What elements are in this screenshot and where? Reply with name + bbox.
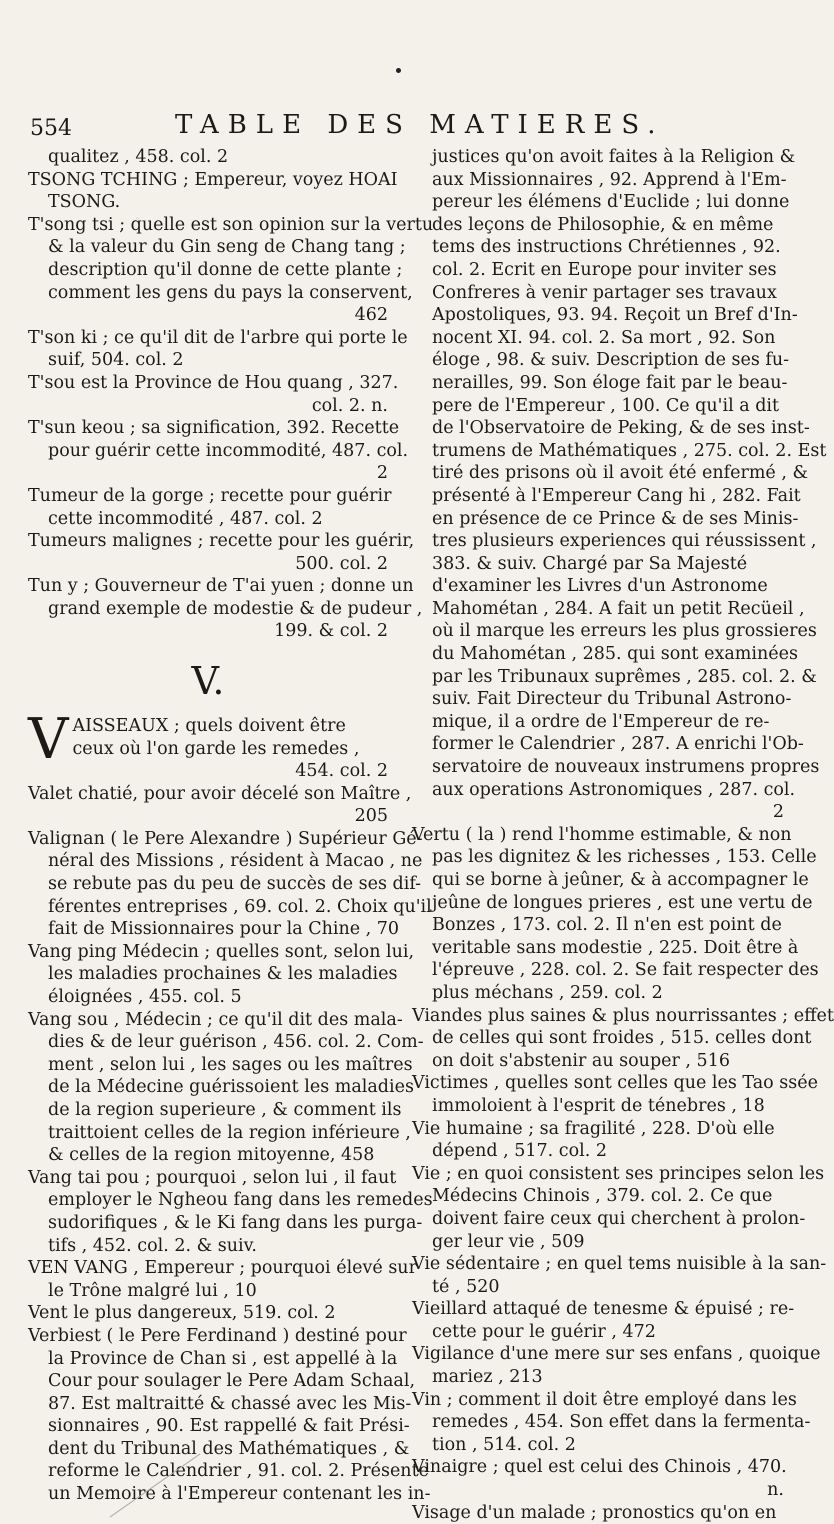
section-letter: V. xyxy=(191,659,225,704)
index-line: un Memoire à l'Empereur contenant les in- xyxy=(48,1484,431,1505)
index-line: la Province de Chan si , est appellé à la xyxy=(48,1348,398,1369)
index-line: de l'Observatoire de Peking, & de ses inst- xyxy=(432,418,810,439)
running-title: TABLE DES MATIERES. xyxy=(175,110,665,140)
index-line: Vie humaine ; sa fragilité , 228. D'où elle xyxy=(412,1118,775,1139)
index-line: cette pour le guérir , 472 xyxy=(432,1321,656,1342)
index-line: veritable sans modestie , 225. Doit être à xyxy=(432,937,799,958)
index-line: T'sun keou ; sa signification, 392. Recette xyxy=(28,418,400,439)
index-line: nerailles, 99. Son éloge fait par le beau- xyxy=(432,372,788,393)
index-line: Visage d'un malade ; pronostics qu'on en xyxy=(412,1502,777,1523)
index-line: Tun y ; Gouverneur de T'ai yuen ; donne un xyxy=(28,576,414,597)
index-line: té , 520 xyxy=(432,1276,500,1297)
index-line: Valignan ( le Pere Alexandre ) Supérieur Gé- xyxy=(28,828,423,849)
index-line: 2 xyxy=(376,463,388,484)
index-line: T'son ki ; ce qu'il dit de l'arbre qui porte le xyxy=(28,327,408,348)
index-line: le Trône malgré lui , 10 xyxy=(48,1280,257,1301)
index-line: n. xyxy=(767,1480,784,1501)
index-line: Vang sou , Médecin ; ce qu'il dit des mala- xyxy=(28,1009,403,1030)
index-line: fait de Missionnaires pour la Chine , 70 xyxy=(48,919,400,940)
index-line: sionnaires , 90. Est rappellé & fait Prési- xyxy=(48,1416,410,1437)
index-line: Vin ; comment il doit être employé dans les xyxy=(412,1389,797,1410)
index-line: ceux où l'on garde les remedes , xyxy=(72,738,360,759)
page-header xyxy=(30,110,790,146)
index-line: T'song tsi ; quelle est son opinion sur la vertu xyxy=(28,214,434,235)
index-line: trumens de Mathématiques , 275. col. 2. Est xyxy=(432,440,827,461)
index-line: éloge , 98. & suiv. Description de ses fu- xyxy=(432,350,790,371)
index-line: cette incommodité , 487. col. 2 xyxy=(48,508,323,529)
index-line: Vertu ( la ) rend l'homme estimable, & non xyxy=(412,824,792,845)
index-line: Vent le plus dangereux, 519. col. 2 xyxy=(28,1303,336,1324)
index-line: Vieillard attaqué de tenesme & épuisé ; re- xyxy=(412,1299,795,1320)
index-line: des leçons de Philosophie, & en même xyxy=(432,214,774,235)
index-line: suiv. Fait Directeur du Tribunal Astrono- xyxy=(432,689,792,710)
index-line: Vang ping Médecin ; quelles sont, selon lui, xyxy=(28,941,415,962)
index-line: comment les gens du pays la conservent, xyxy=(48,282,413,303)
right-column xyxy=(412,146,834,1524)
index-line: col. 2. n. xyxy=(311,395,388,416)
index-line: on doit s'abstenir au souper , 516 xyxy=(432,1050,730,1071)
page-dot xyxy=(396,68,401,73)
index-line: Verbiest ( le Pere Ferdinand ) destiné pour xyxy=(28,1325,407,1346)
index-line: 199. & col. 2 xyxy=(274,621,388,642)
index-line: Vang tai pou ; pourquoi , selon lui , il faut xyxy=(28,1167,397,1188)
index-line: doivent faire ceux qui cherchent à prolon- xyxy=(432,1208,806,1229)
index-line: ger leur vie , 509 xyxy=(432,1231,585,1252)
index-line: qualitez , 458. col. 2 xyxy=(48,147,229,167)
index-line: mique, il a ordre de l'Empereur de re- xyxy=(432,711,770,732)
index-line: 2 xyxy=(772,802,784,823)
index-line: pereur les élémens d'Euclide ; lui donne xyxy=(432,192,790,213)
index-line: Vigilance d'une mere sur ses enfans , quoique xyxy=(412,1344,821,1365)
index-line: Victimes , quelles sont celles que les Tao ssée xyxy=(412,1073,818,1094)
index-line: grand exemple de modestie & de pudeur , xyxy=(48,598,423,619)
index-line: 87. Est maltraitté & chassé avec les Mis- xyxy=(48,1393,412,1414)
index-line: servatoire de nouveaux instrumens propres xyxy=(432,757,820,778)
index-line: de la region superieure , & comment ils xyxy=(48,1099,402,1120)
index-line: former le Calendrier , 287. A enrichi l'Ob- xyxy=(432,734,804,755)
index-line: & la valeur du Gin seng de Chang tang ; xyxy=(48,237,406,258)
index-line: employer le Ngheou fang dans les remedes xyxy=(48,1190,433,1211)
index-line: tifs , 452. col. 2. & suiv. xyxy=(48,1235,257,1256)
index-line: TSONG TCHING ; Empereur, voyez HOAI xyxy=(28,169,398,190)
index-line: de la Médecine guérissoient les maladies xyxy=(48,1077,414,1098)
index-line: dépend , 517. col. 2 xyxy=(432,1141,607,1162)
index-line: suif, 504. col. 2 xyxy=(48,350,184,371)
index-line: VEN VANG , Empereur ; pourquoi élevé sur xyxy=(28,1258,417,1279)
index-line: les maladies prochaines & les maladies xyxy=(48,964,398,985)
left-column xyxy=(28,146,434,1506)
index-line: Vinaigre ; quel est celui des Chinois , 470. xyxy=(412,1457,787,1478)
index-line: 500. col. 2 xyxy=(295,553,388,574)
index-line: qui se borne à jeûner, & à accompagner le xyxy=(432,870,809,890)
index-line: pas les dignitez & les richesses , 153. Celle xyxy=(432,847,817,868)
index-line: de celles qui sont froides , 515. celles dont xyxy=(432,1028,812,1049)
index-line: dies & de leur guérison , 456. col. 2. Com- xyxy=(48,1032,424,1053)
index-line: mariez , 213 xyxy=(432,1367,543,1388)
index-line: Apostoliques, 93. 94. Reçoit un Bref d'In- xyxy=(432,305,798,326)
index-line: 454. col. 2 xyxy=(295,761,388,782)
index-line: Bonzes , 173. col. 2. Il n'en est point de xyxy=(432,915,782,936)
index-line: férentes entreprises , 69. col. 2. Choix qu'il xyxy=(48,896,432,917)
index-line: aux operations Astronomiques , 287. col. xyxy=(432,779,796,800)
index-line: où il marque les erreurs les plus grossieres xyxy=(432,621,817,642)
index-line: Viandes plus saines & plus nourrissantes ; effet xyxy=(412,1005,834,1026)
index-line: aux Missionnaires , 92. Apprend à l'Em- xyxy=(432,169,787,190)
index-line: 205 xyxy=(354,806,388,827)
index-line: Valet chatié, pour avoir décelé son Maître , xyxy=(28,783,412,804)
index-line: Cour pour soulager le Pere Adam Schaal, xyxy=(48,1371,416,1392)
index-line: description qu'il donne de cette plante ; xyxy=(48,259,403,280)
index-line: & celles de la region mitoyenne, 458 xyxy=(48,1145,375,1166)
page-number: 554 xyxy=(30,116,72,141)
index-line: reforme le Calendrier , 91. col. 2. Présente xyxy=(48,1461,429,1482)
index-line: Vie ; en quoi consistent ses principes selon les xyxy=(412,1163,825,1184)
index-line: présenté à l'Empereur Cang hi , 282. Fait xyxy=(432,485,801,506)
index-line: pour guérir cette incommodité, 487. col. xyxy=(48,440,409,461)
index-line: sudorifiques , & le Ki fang dans les purga- xyxy=(48,1212,423,1233)
index-line: Mahométan , 284. A fait un petit Recüeil , xyxy=(432,598,805,619)
index-line: par les Tribunaux suprêmes , 285. col. 2. & xyxy=(432,666,817,687)
index-line: TSONG. xyxy=(48,192,121,213)
index-line: éloignées , 455. col. 5 xyxy=(48,987,242,1007)
index-line: se rebute pas du peu de succès de ses dif- xyxy=(48,874,422,895)
index-line: immoloient à l'esprit de ténebres , 18 xyxy=(432,1095,765,1116)
index-line: AISSEAUX ; quels doivent être xyxy=(72,716,346,737)
index-line: Médecins Chinois , 379. col. 2. Ce que xyxy=(432,1186,773,1207)
index-line: nocent XI. 94. col. 2. Sa mort , 92. Son xyxy=(432,327,776,348)
index-line: Tumeur de la gorge ; recette pour guérir xyxy=(28,485,392,506)
index-line: 462 xyxy=(354,305,388,326)
index-line: T'sou est la Province de Hou quang , 327. xyxy=(28,372,399,393)
index-line: col. 2. Ecrit en Europe pour inviter ses xyxy=(432,259,777,280)
index-line: du Mahométan , 285. qui sont examinées xyxy=(432,644,798,665)
index-line: ment , selon lui , les sages ou les maîtres xyxy=(48,1054,413,1075)
index-line: d'examiner les Livres d'un Astronome xyxy=(432,576,768,597)
index-line: néral des Missions , résident à Macao , ne xyxy=(48,851,423,872)
index-line: 383. & suiv. Chargé par Sa Majesté xyxy=(432,553,748,574)
index-line: Tumeurs malignes ; recette pour les guérir, xyxy=(28,531,415,552)
index-line: l'épreuve , 228. col. 2. Se fait respecter des xyxy=(432,960,819,981)
index-line: justices qu'on avoit faites à la Religion & xyxy=(432,147,796,167)
index-line: dent du Tribunal des Mathématiques , & xyxy=(48,1438,410,1459)
index-line: pere de l'Empereur , 100. Ce qu'il a dit xyxy=(432,395,780,416)
index-line: jeûne de longues prieres , est une vertu de xyxy=(432,892,813,913)
index-line: tres plusieurs experiences qui réussissent , xyxy=(432,531,817,552)
index-line: tems des instructions Chrétiennes , 92. xyxy=(432,237,781,258)
index-line: plus méchans , 259. col. 2 xyxy=(432,982,663,1003)
index-line: tion , 514. col. 2 xyxy=(432,1434,576,1455)
index-line: Confreres à venir partager ses travaux xyxy=(432,282,777,303)
index-line: tiré des prisons où il avoit été enfermé , & xyxy=(432,463,809,484)
index-line: Vie sédentaire ; en quel tems nuisible à la san- xyxy=(412,1254,827,1275)
index-line: en présence de ce Prince & de ses Minis- xyxy=(432,508,799,529)
index-line: remedes , 454. Son effet dans la fermenta- xyxy=(432,1412,811,1433)
index-line: traittoient celles de la region inférieure , xyxy=(48,1122,411,1143)
drop-cap: V xyxy=(28,707,69,773)
